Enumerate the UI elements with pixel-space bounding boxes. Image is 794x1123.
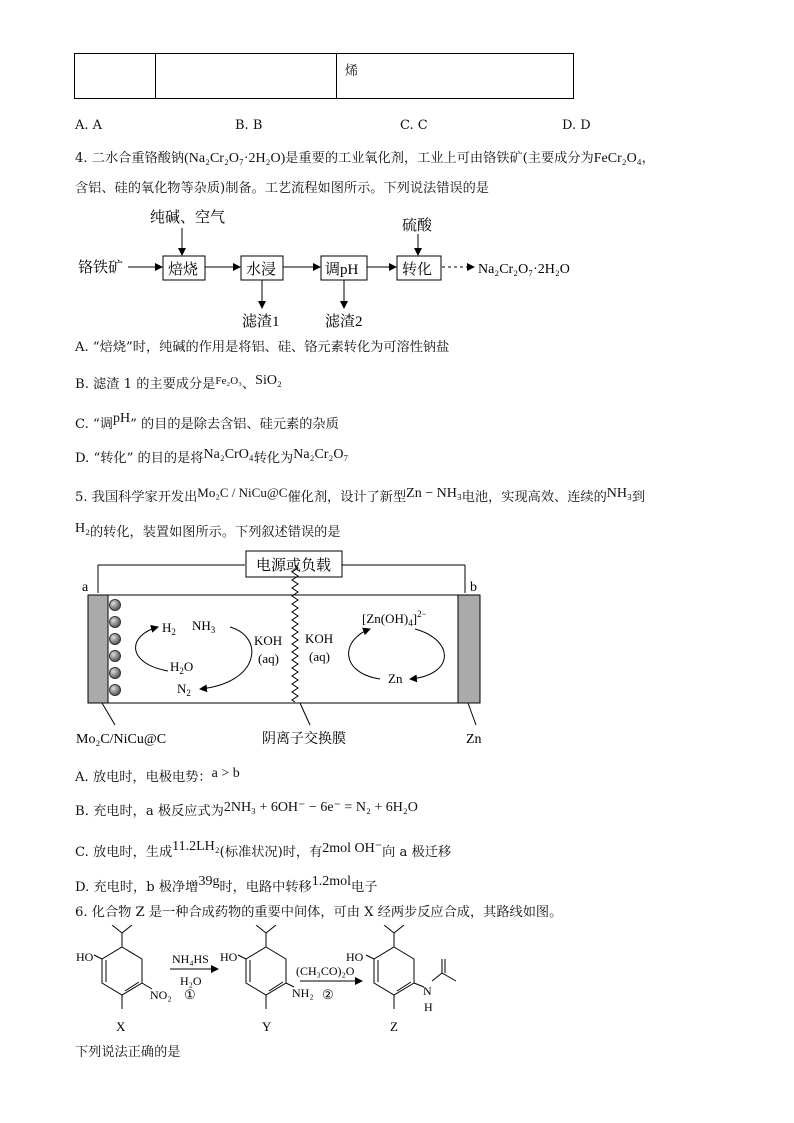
table-cell: 烯 [337,54,574,99]
x-no2: NO₂ [150,988,172,1002]
molecule-x [94,925,152,1009]
label-membrane: 阴离子交换膜 [262,732,346,747]
q5-optA-pre: A. 放电时，电极电势： [75,770,212,785]
q3-option-d[interactable]: D. D [562,118,591,133]
koh-right: KOH [305,631,334,646]
q4-optD-f1: Na₂CrO₄ [203,447,254,462]
q5-optA-f: a > b [211,766,240,781]
q4-stem-line2: 含铝、硅的氧化物等杂质)制备。工艺流程如图所示。下列说法错误的是 [75,181,489,196]
q5-stem-end: 到 [631,490,646,505]
electrode-b-label: b [470,580,477,595]
reagent1-top: NH₄HS [172,952,209,966]
q4-optD-f2: Na₂Cr₂O₇ [293,447,349,462]
q5-optD-pre: D. 充电时，b 极净增 [75,880,199,895]
flow-step2-label: 水浸 [246,262,277,278]
q5-optC-f2: 2mol OH⁻ [322,841,383,856]
electrode-b [458,595,480,703]
arrow-zincate-zn [410,629,444,679]
q4-optC-post: ” 的目的是除去含铝、硅元素的杂质 [130,417,339,432]
membrane-zigzag [292,565,298,702]
z-n: N [423,984,432,998]
step2-label: ② [322,987,334,1002]
q4-optC-f: pH [112,411,131,426]
q4-stem-text-2: 是重要的工业氧化剂，工业上可由铬铁矿(主要成分为 [285,151,594,166]
q5-optD-f2: 1.2mol [311,874,352,889]
q5-nh3: NH₃ [606,486,632,501]
label-x: X [116,1019,126,1034]
arrow-nh3-n2 [200,627,252,689]
q5-option-b[interactable] [75,799,418,821]
q5-optB-pre: B. 充电时，a 极反应式为 [75,804,224,819]
molecule-y [238,925,294,1009]
step1-label: ① [184,987,196,1002]
q5-optC-post: 向 a 极迁移 [382,845,452,860]
electrode-a-label: a [82,580,89,595]
z-h: H [424,1000,433,1014]
q5-optC-pre: C. 放电时，生成 [75,845,173,860]
arrow-zn-zincate [349,629,380,679]
y-ho: HO [220,950,238,964]
q5-stem-line2 [75,520,341,542]
q5-optC-f1: 11.2LH₂ [172,839,220,854]
flow-feed: 铬铁矿 [78,260,124,276]
q5-optD-post: 电子 [351,880,378,895]
label-y: Y [262,1019,272,1034]
q3-option-a[interactable]: A. A [75,118,103,133]
q5-stem-line1 [75,484,645,507]
flow-reagent1: 纯碱、空气 [150,210,226,226]
species-h2o: $H_2O$ [170,659,194,676]
q5-optB-f: 2NH₃ + 6OH⁻ − 6e⁻ = N₂ + 6H₂O [223,800,418,815]
species-zn: Zn [388,671,403,686]
flow-step3-label: 调pH [325,262,359,278]
reagent2-top: (CH₃CO)₂O [296,964,355,978]
q5-optC-mid: (标准状况)时，有 [219,845,323,860]
species-nh3: $NH_3$ [192,618,216,635]
q3-option-b[interactable]: B. B [235,118,263,133]
electrode-a [88,595,108,703]
q6-stem: 6. 化合物 Z 是一种合成药物的重要中间体，可由 X 经两步反应合成，其路线如图。 [75,905,563,920]
q5-h2: H₂ [75,521,90,536]
q5-battery-diagram [70,545,510,750]
q5-battery: Zn − NH₃ [406,486,462,501]
reagent1-bot: H₂O [180,974,202,988]
q5-option-c[interactable] [75,838,451,862]
q5-stem-mid2: 电池，实现高效、连续的 [461,490,607,505]
q4-option-a[interactable]: A. “焙烧”时，纯碱的作用是将铝、硅、铬元素转化为可溶性钠盐 [75,340,450,355]
q4-optB-text: B. 滤渣 1 的主要成分是 [75,377,216,392]
q4-option-b[interactable] [75,372,282,394]
q4-stem-line1 [75,150,655,168]
koh-left: KOH [254,633,283,648]
molecule-z [366,925,456,1009]
q4-optB-f1: Fe₂O₃ [215,375,242,387]
q4-optD-pre: D. “转化” 的目的是将 [75,451,204,466]
q4-flowchart [70,200,630,335]
table-cell [156,54,337,99]
q5-option-a[interactable] [75,765,240,787]
label-zn-electrode: Zn [466,732,482,747]
y-nh2: NH₂ [292,986,314,1000]
catalyst-particles [110,600,121,696]
q5-optD-f1: 39g [198,874,220,889]
species-n2: $N_2$ [177,681,191,698]
flow-step1-label: 焙烧 [168,262,199,278]
aq-right: (aq) [309,649,330,664]
flow-residue1: 滤渣1 [242,314,280,330]
q4-optC-pre: C. “调 [75,417,113,432]
q4-formula-paren: (Na₂Cr₂O₇·2H₂O) [184,151,286,166]
aq-left: (aq) [258,651,279,666]
q4-optB-sep: 、 [241,377,256,392]
flow-step4-label: 转化 [402,262,433,278]
q5-stem-mid: 催化剂，设计了新型 [287,490,407,505]
power-label: 电源或负载 [256,558,332,574]
flow-residue2: 滤渣2 [325,314,363,330]
label-catalyst: Mo₂C/NiCu@C [76,732,167,747]
q4-option-c[interactable] [75,410,339,434]
q6-reaction-scheme [70,925,470,1040]
q4-stem-comma: ， [641,151,655,166]
q5-cat: Mo₂C / NiCu@C [197,485,288,500]
q5-optD-mid: 时，电路中转移 [219,880,312,895]
q4-stem-text: 4. 二水合重铬酸钠 [75,151,185,166]
label-z: Z [390,1019,398,1034]
answer-table [74,53,574,99]
z-ho: HO [346,950,364,964]
q6-tail: 下列说法正确的是 [75,1045,181,1060]
q5-stem-pre: 5. 我国科学家开发出 [75,490,198,505]
q5-stem-line2-text: 的转化，装置如图所示。下列叙述错误的是 [90,525,341,540]
flow-reagent4: 硫酸 [402,218,433,234]
table-cell [75,54,156,99]
q4-formula-ore: FeCr₂O₄ [593,151,642,166]
x-ho: HO [76,950,94,964]
q4-optB-f2: SiO₂ [255,373,282,388]
q3-option-c[interactable]: C. C [400,118,428,133]
species-h2: $H_2$ [162,620,176,637]
species-zincate: $[Zn(OH)_4]^{2-}$ [362,609,427,628]
flow-product: Na₂Cr₂O₇·2H₂O [478,262,570,277]
q4-option-d[interactable] [75,446,348,468]
q4-optD-mid: 转化为 [253,451,294,466]
q5-option-d[interactable] [75,873,377,897]
